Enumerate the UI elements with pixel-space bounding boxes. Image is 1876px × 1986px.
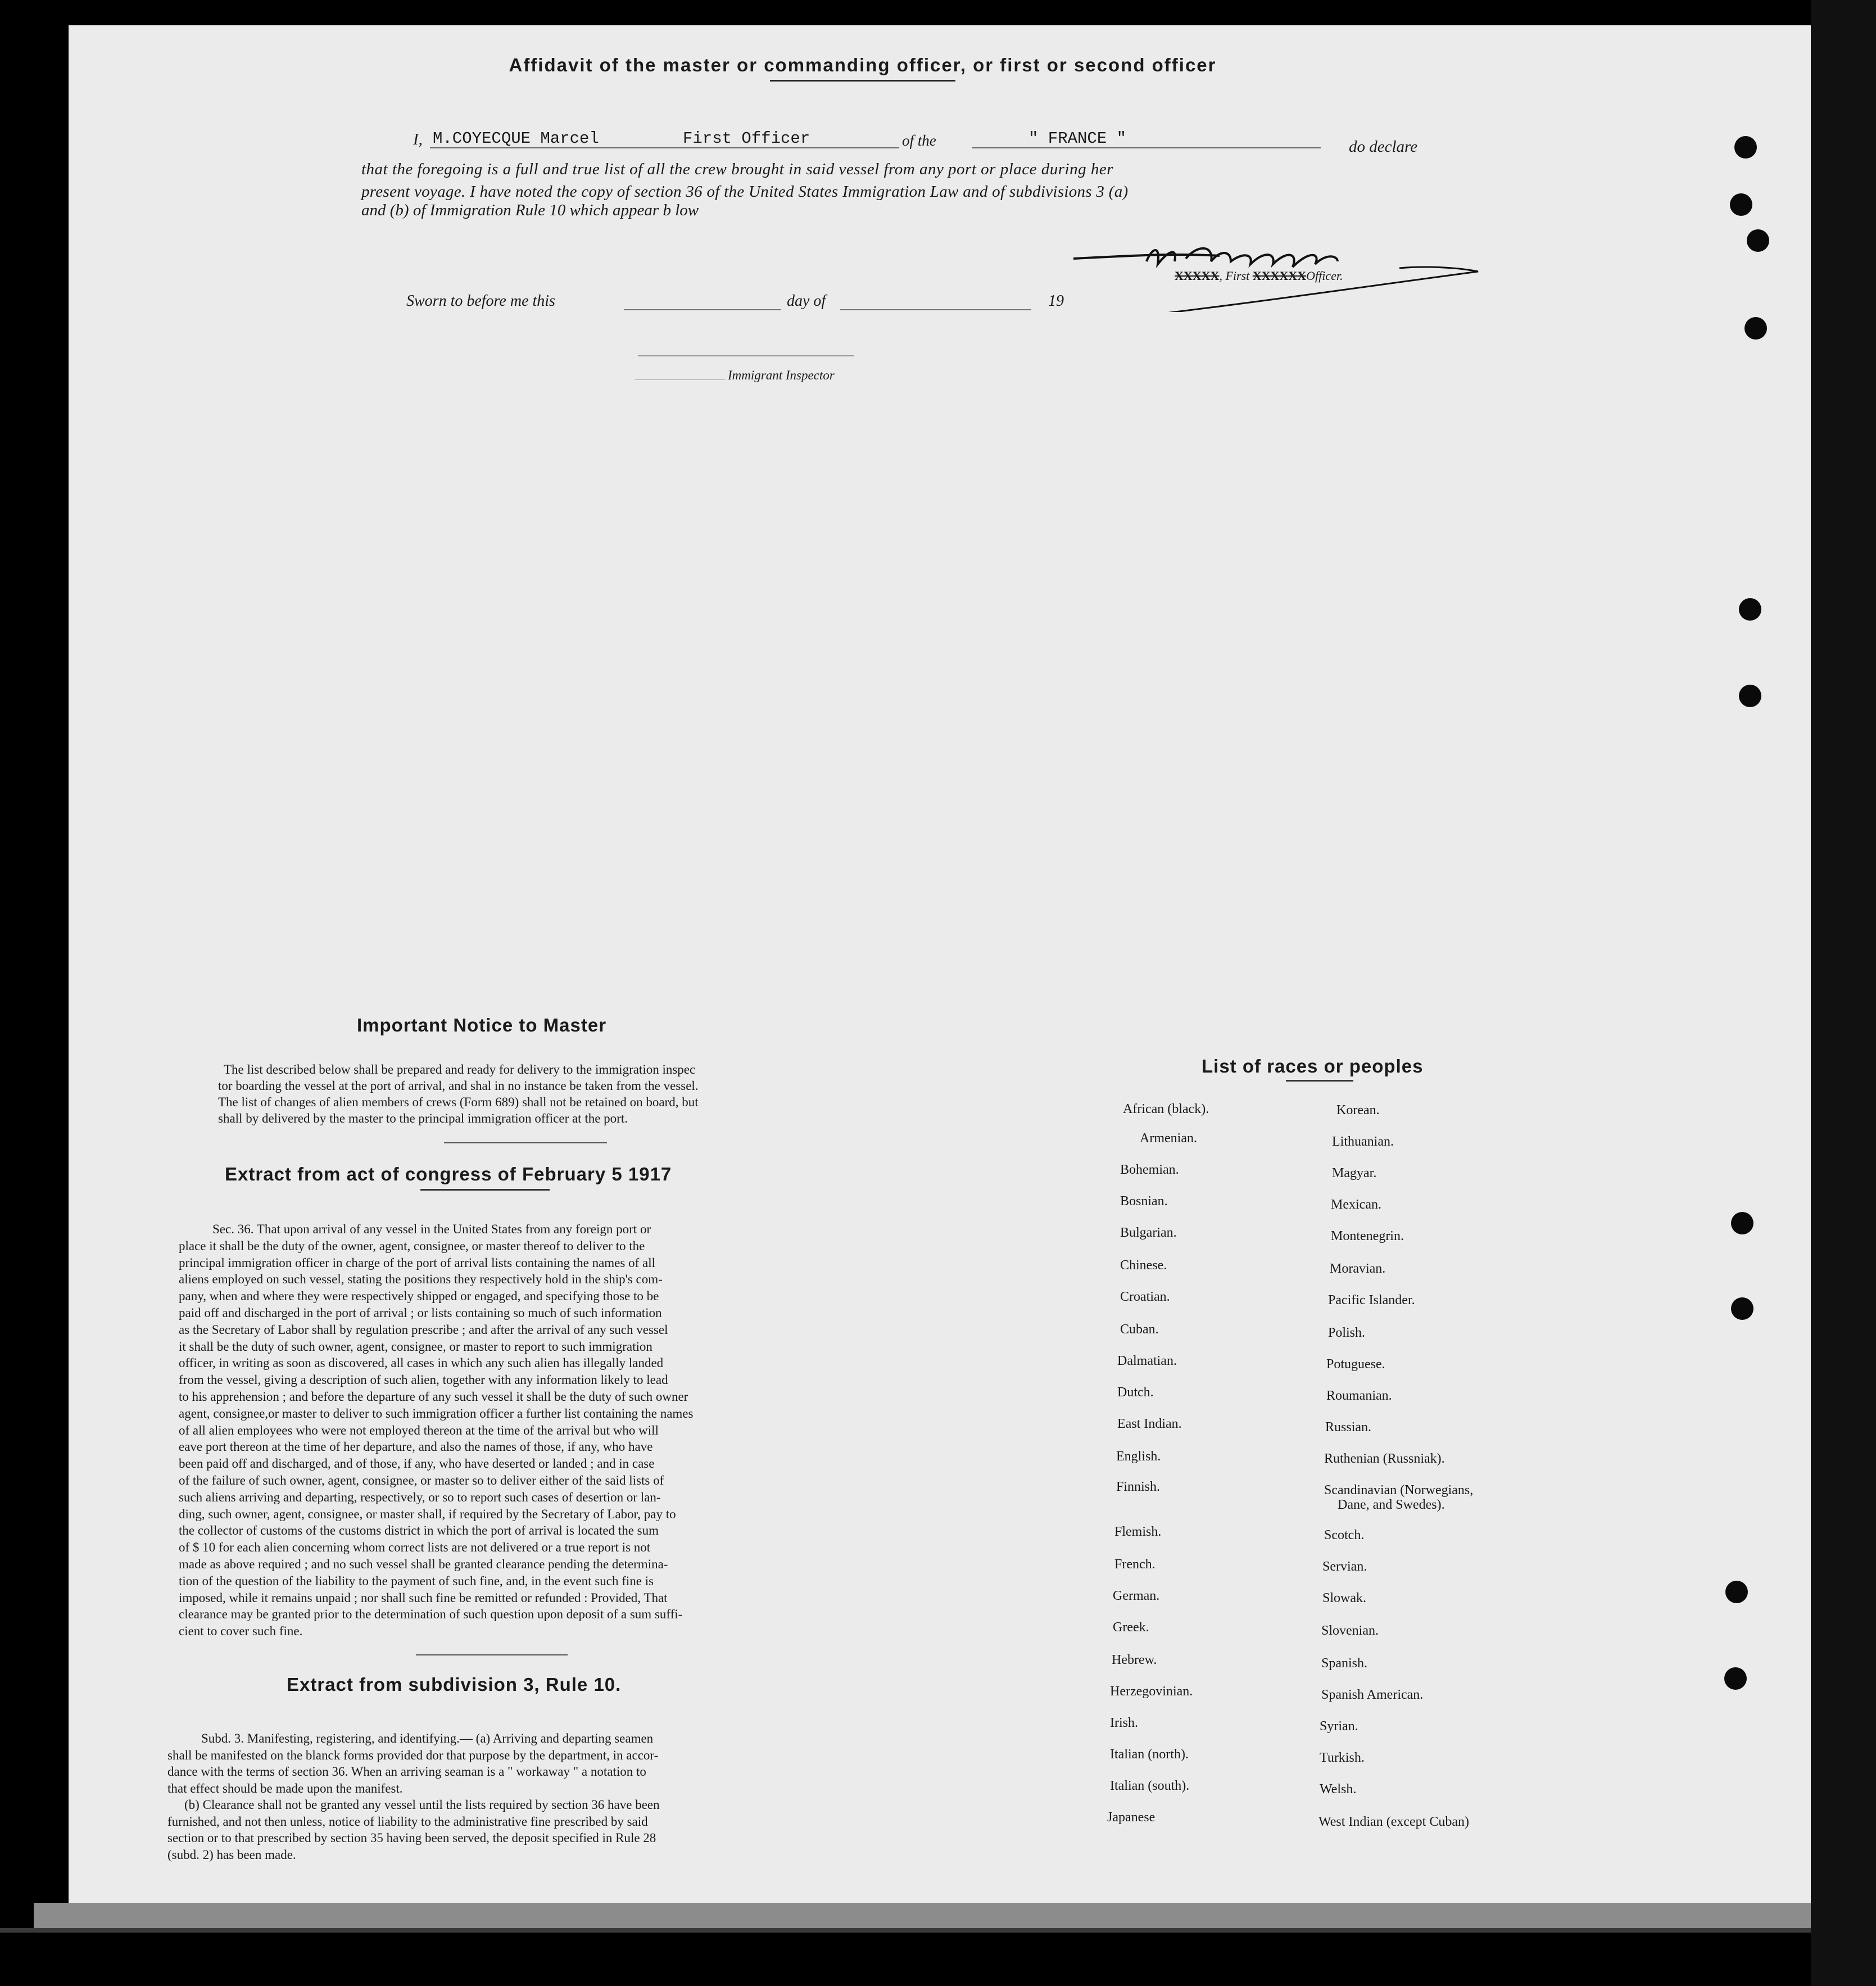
first-label: , First — [1219, 269, 1250, 283]
race-item: Dutch. — [1117, 1385, 1154, 1400]
vessel-name: " FRANCE " — [1028, 129, 1127, 148]
race-item: Japanese — [1107, 1810, 1155, 1825]
act-line: clearance may be granted prior to the determination of such question upon deposit of a sum suffi- — [179, 1607, 683, 1622]
punch-hole — [1739, 685, 1761, 707]
race-item: Pacific Islander. — [1328, 1293, 1415, 1308]
notice-divider — [444, 1142, 607, 1143]
race-item: Polish. — [1328, 1325, 1366, 1340]
race-item: Slovenian. — [1321, 1623, 1379, 1638]
struck-label-1: XXXXX — [1175, 269, 1220, 283]
scan-margin — [1811, 0, 1876, 1986]
race-item: Potuguese. — [1326, 1357, 1385, 1372]
act-line: agent, consignee,or master to deliver to such immigration officer a further list containing the names — [179, 1406, 694, 1420]
race-item: Flemish. — [1114, 1524, 1162, 1539]
affidavit-line-2: that the foregoing is a full and true list of all the crew brought in said vessel from any port or place during her — [361, 160, 1113, 178]
race-item: East Indian. — [1117, 1417, 1182, 1431]
races-title: List of races or peoples — [1202, 1056, 1424, 1076]
affidavit-title: Affidavit of the master or commanding officer, or first or second officer — [509, 55, 1217, 75]
race-item: Bosnian. — [1120, 1194, 1168, 1209]
act-line: officer, in writing as soon as discovered, all cases in which any such alien has illegally landed — [179, 1356, 664, 1370]
page-edge-shadow — [0, 1928, 1876, 1933]
year-label: 19 — [1048, 292, 1064, 310]
punch-hole — [1730, 193, 1752, 216]
act-line: as the Secretary of Labor shall by regulation prescribe ; and after the arrival of any such vessel — [179, 1322, 668, 1337]
act-line: paid off and discharged in the port of arrival ; or lists containing so much of such information — [179, 1305, 662, 1320]
race-item: Dane, and Swedes). — [1338, 1498, 1445, 1512]
race-item: Russian. — [1325, 1420, 1372, 1435]
race-item: Magyar. — [1332, 1166, 1377, 1180]
race-item: African (black). — [1123, 1102, 1209, 1116]
race-item: Spanish. — [1321, 1656, 1368, 1671]
rule-line: shall be manifested on the blanck forms provided dor that purpose by the department, in accor- — [167, 1748, 659, 1762]
act-extract-title: Extract from act of congress of February 5 1917 — [225, 1164, 672, 1184]
act-line: ding, such owner, agent, consignee, or master shall, if required by the Secretary of Labor, pay to — [179, 1507, 676, 1521]
notice-line: tor boarding the vessel at the port of arrival, and shal in no instance be taken from the vessel. — [218, 1079, 699, 1093]
vessel-line — [972, 147, 1321, 148]
race-item: Slowak. — [1322, 1591, 1366, 1605]
punch-hole — [1744, 317, 1767, 340]
rule-line: furnished, and not then unless, notice of liability to the administrative fine prescribed by said — [167, 1814, 648, 1829]
act-line: Sec. 36. That upon arrival of any vessel in the United States from any foreign port or — [212, 1222, 651, 1236]
race-item: Hebrew. — [1112, 1653, 1157, 1667]
race-item: Korean. — [1336, 1103, 1380, 1118]
day-of-label: day of — [787, 292, 826, 310]
act-title-underline — [420, 1189, 550, 1191]
race-item: Syrian. — [1320, 1719, 1358, 1734]
punch-hole — [1739, 598, 1761, 621]
act-line: cient to cover such fine. — [179, 1624, 303, 1639]
act-line: imposed, while it remains unpaid ; nor shall such fine be remitted or refunded : Provided, That — [179, 1590, 668, 1605]
notice-body — [218, 1061, 822, 1127]
act-line: to his apprehension ; and before the departure of any such vessel it shall be the duty of such owner — [179, 1389, 688, 1404]
act-divider — [416, 1654, 568, 1655]
sworn-date-line — [624, 309, 781, 310]
rule-line: (subd. 2) has been made. — [167, 1847, 296, 1862]
race-item: Herzegovinian. — [1110, 1684, 1193, 1699]
rule-line: dance with the terms of section 36. When an arriving seaman is a " workaway " a notation to — [167, 1765, 646, 1779]
act-line: from the vessel, giving a description of such alien, together with any information likely to lead — [179, 1373, 668, 1387]
punch-hole — [1731, 1297, 1753, 1320]
race-item: Armenian. — [1140, 1131, 1197, 1146]
act-extract-body — [179, 1221, 819, 1640]
page-edge — [34, 1903, 1849, 1928]
race-item: Moravian. — [1330, 1261, 1386, 1276]
race-item: Scandinavian (Norwegians, — [1324, 1483, 1474, 1498]
race-item: Montenegrin. — [1331, 1229, 1404, 1243]
race-item: Lithuanian. — [1332, 1134, 1394, 1149]
race-item: Bulgarian. — [1120, 1225, 1177, 1240]
race-item: Ruthenian (Russniak). — [1324, 1451, 1445, 1466]
race-item: Welsh. — [1320, 1782, 1357, 1797]
officer-title-label — [1175, 269, 1343, 283]
race-item: Chinese. — [1120, 1258, 1167, 1273]
rule-line: (b) Clearance shall not be granted any vessel until the lists required by section 36 have been — [184, 1798, 660, 1812]
races-title-underline — [1286, 1080, 1353, 1082]
rule-line: that effect should be made upon the manifest. — [167, 1781, 403, 1795]
act-line: made as above required ; and no such vessel shall be granted clearance pending the determina- — [179, 1557, 668, 1571]
affidavit-line-3: present voyage. I have noted the copy of section 36 of the United States Immigration Law and of subdivisions 3 (a) — [361, 183, 1129, 201]
act-line: the collector of customs of the customs district in which the port of arrival is located the sum — [179, 1523, 659, 1538]
act-line: been paid off and discharged, and of those, if any, who have deserted or landed ; and in case — [179, 1456, 655, 1471]
race-item: German. — [1113, 1589, 1160, 1603]
struck-label-2: XXXXXX — [1252, 269, 1307, 283]
affidavit-i: I, — [413, 130, 423, 148]
notice-title: Important Notice to Master — [357, 1015, 607, 1035]
race-item: Cuban. — [1120, 1322, 1159, 1337]
race-item: Turkish. — [1320, 1750, 1365, 1765]
rule-extract-title: Extract from subdivision 3, Rule 10. — [287, 1674, 622, 1695]
inspector-line-short — [635, 379, 725, 380]
officer-rank: First Officer — [683, 129, 810, 148]
race-item: West Indian (except Cuban) — [1318, 1815, 1469, 1829]
act-line: it shall be the duty of such owner, agent, consignee, or master to report to such immigration — [179, 1339, 652, 1354]
punch-hole — [1725, 1581, 1748, 1603]
inspector-label: Immigrant Inspector — [728, 368, 835, 382]
month-line — [840, 309, 1031, 310]
race-item: Irish. — [1110, 1716, 1138, 1730]
race-item: English. — [1116, 1449, 1161, 1464]
rule-line: section or to that prescribed by section 35 having been served, the deposit specified in Rule 28 — [167, 1831, 656, 1845]
race-item: Finnish. — [1116, 1480, 1161, 1494]
act-line: pany, when and where they were respectively shipped or engaged, and specifying those to be — [179, 1289, 659, 1304]
race-item: Servian. — [1322, 1559, 1367, 1574]
of-the-label: of the — [902, 132, 936, 149]
race-item: Scotch. — [1324, 1528, 1365, 1542]
notice-line: shall by delivered by the master to the principal immigration officer at the port. — [218, 1111, 628, 1125]
act-line: of all alien employees who were not employed thereon at the time of the arrival but who will — [179, 1423, 659, 1437]
race-item: Spanish American. — [1321, 1688, 1424, 1702]
punch-hole — [1724, 1667, 1747, 1690]
race-item: Bohemian. — [1120, 1162, 1179, 1177]
notice-line: The list described below shall be prepared and ready for delivery to the immigration inspec — [224, 1062, 696, 1076]
crew-officer-name: M.COYECQUE Marcel — [433, 129, 599, 148]
act-line: tion of the question of the liability to the payment of such fine, and, in the event such fine is — [179, 1573, 654, 1588]
act-line: of the failure of such owner, agent, consignee, or master so to deliver either of the said lists of — [179, 1473, 664, 1487]
act-line: of $ 10 for each alien concerning whom correct lists are not delivered or a true report is not — [179, 1540, 651, 1555]
race-item: Roumanian. — [1326, 1388, 1392, 1403]
act-line: principal immigration officer in charge of the port of arrival lists containing the names of all — [179, 1255, 655, 1270]
sworn-label: Sworn to before me this — [406, 292, 555, 310]
notice-line: The list of changes of alien members of crews (Form 689) shall not be retained on board, but — [218, 1095, 699, 1109]
affidavit-line-4: and (b) of Immigration Rule 10 which appear b low — [361, 201, 699, 219]
race-item: French. — [1114, 1557, 1155, 1572]
act-line: place it shall be the duty of the owner, agent, consignee, or master thereof to deliver to the — [179, 1238, 645, 1253]
race-item: Italian (south). — [1110, 1779, 1190, 1793]
officer-label: Officer. — [1306, 269, 1343, 283]
race-item: Croatian. — [1120, 1290, 1170, 1304]
punch-hole — [1731, 1212, 1753, 1234]
punch-hole — [1747, 229, 1769, 252]
race-item: Dalmatian. — [1117, 1354, 1177, 1368]
race-item: Mexican. — [1331, 1197, 1381, 1212]
do-declare: do declare — [1349, 138, 1418, 156]
race-item: Greek. — [1113, 1620, 1149, 1635]
act-line: aliens employed on such vessel, stating the positions they respectively hold in the ship's com- — [179, 1272, 663, 1287]
act-line: such aliens arriving and departing, respectively, or so to report such cases of desertion or lan- — [179, 1490, 661, 1504]
title-underline — [770, 80, 955, 82]
rule-line: Subd. 3. Manifesting, registering, and identifying.— (a) Arriving and departing seamen — [201, 1731, 654, 1745]
inspector-signature-line — [638, 355, 854, 356]
act-line: eave port thereon at the time of her departure, and also the names of those, if any, who have — [179, 1440, 653, 1454]
rule-extract-body — [167, 1730, 819, 1863]
punch-hole — [1734, 136, 1757, 159]
race-item: Italian (north). — [1110, 1747, 1189, 1762]
